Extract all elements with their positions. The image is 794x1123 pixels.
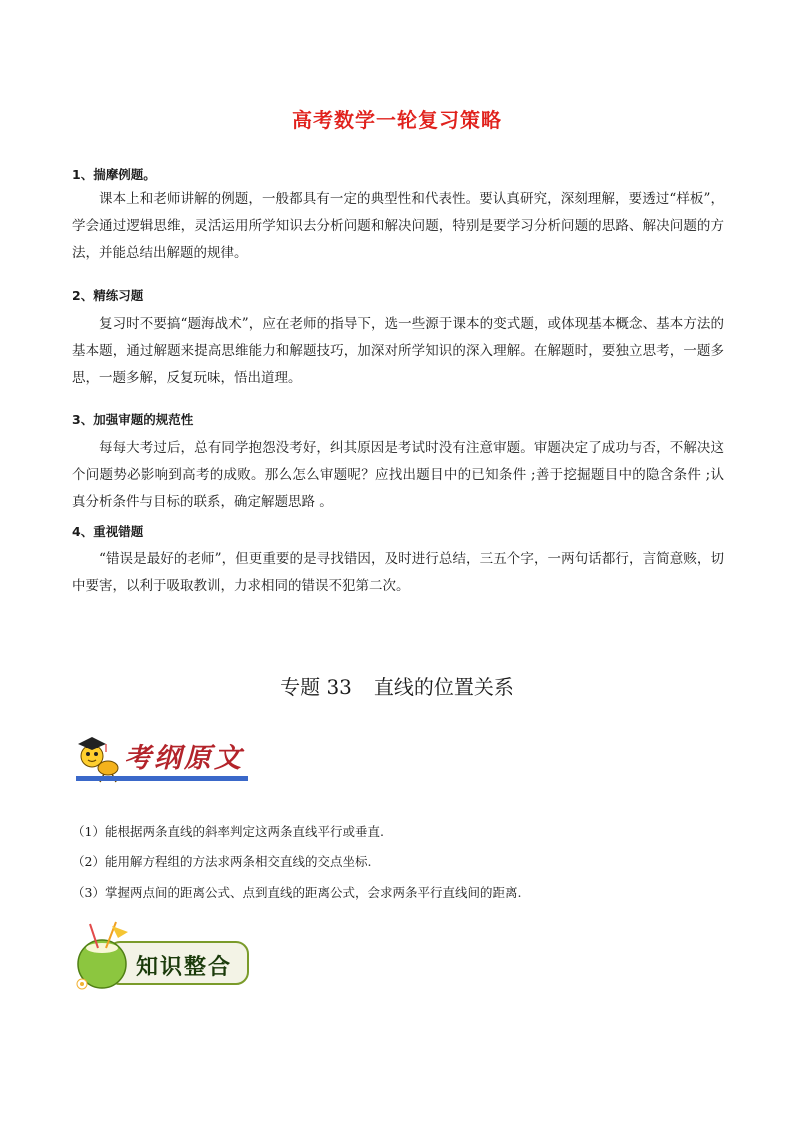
section-heading-2: 2、精练习题 <box>72 288 144 303</box>
section-body-1: 课本上和老师讲解的例题，一般都具有一定的典型性和代表性。要认真研究，深刻理解，要透过“样板”，学会通过逻辑思维，灵活运用所学知识去分析问题和解决问题，特别是要学习分析问题的思路、解决问题的方法，并能总结出解题的规律。 <box>72 191 724 261</box>
knowledge-integration-badge <box>72 920 252 992</box>
section-body-4: “错误是最好的老师”，但更重要的是寻找错因，及时进行总结，三五个字，一两句话都行，言简意赅，切中要害，以利于吸取教训，力求相同的错误不犯第二次。 <box>72 551 724 594</box>
requirement-item-1: （1）能根据两条直线的斜率判定这两条直线平行或垂直. <box>72 824 384 839</box>
exam-syllabus-badge <box>72 728 250 788</box>
section-body-2: 复习时不要搞“题海战术”，应在老师的指导下，选一些源于课本的变式题，或体现基本概念、基本方法的基本题，通过解题来提高思维能力和解题技巧，加深对所学知识的深入理解。在解题时，要独立思考，一题多思，一题多解，反复玩味，悟出道理。 <box>72 316 724 386</box>
topic-title <box>0 671 794 700</box>
section-heading-1: 1、揣摩例题。 <box>72 167 156 182</box>
section-heading-4: 4、重视错题 <box>72 524 144 539</box>
knowledge-integration-label: 知识整合 <box>136 955 233 980</box>
section-body-3: 每每大考过后，总有同学抱怨没考好，纠其原因是考试时没有注意审题。审题决定了成功与否，不解决这个问题势必影响到高考的成败。那么怎么审题呢？应找出题目中的已知条件 ;善于挖掘题目中的隐含条件 ;认真分析条件与目标的联系，确定解题思路 。 <box>72 440 724 510</box>
topic-name: 直线的位置关系 <box>373 675 514 699</box>
requirement-item-2: （2）能用解方程组的方法求两条相交直线的交点坐标. <box>72 854 372 869</box>
page-title: 高考数学一轮复习策略 <box>292 108 502 132</box>
topic-number: 专题 33 <box>280 675 352 699</box>
section-heading-3: 3、加强审题的规范性 <box>72 412 194 427</box>
requirement-item-3: （3）掌握两点间的距离公式、点到直线的距离公式，会求两条平行直线间的距离. <box>72 885 522 900</box>
exam-syllabus-label: 考纲原文 <box>124 743 244 774</box>
